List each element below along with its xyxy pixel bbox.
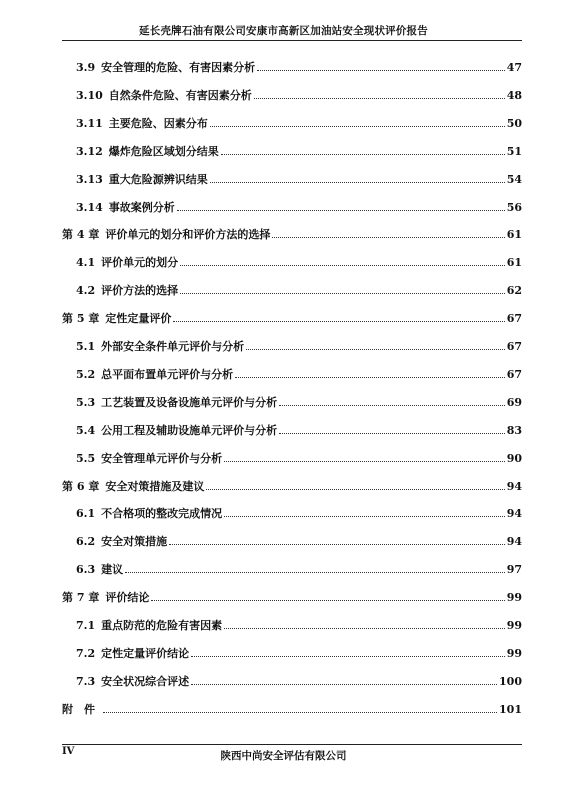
toc-dot-leader bbox=[254, 98, 505, 99]
toc-dot-leader bbox=[272, 237, 504, 238]
toc-dot-leader bbox=[224, 461, 505, 462]
toc-entry-page: 62 bbox=[506, 284, 522, 297]
toc-entry[interactable] bbox=[76, 171, 522, 187]
toc-entry-page: 67 bbox=[506, 312, 522, 325]
toc-entry-title: 不合格项的整改完成情况 bbox=[101, 507, 223, 520]
toc-entry[interactable] bbox=[76, 394, 522, 410]
toc-entry-page: 54 bbox=[506, 173, 522, 186]
toc-entry-number: 第 4 章 bbox=[62, 228, 100, 241]
toc-entry[interactable] bbox=[76, 254, 522, 270]
toc-entry-number: 5.1 bbox=[76, 340, 96, 353]
toc-entry-title: 安全对策措施及建议 bbox=[105, 480, 205, 493]
toc-dot-leader bbox=[224, 628, 505, 629]
toc-dot-leader bbox=[177, 210, 505, 211]
toc-dot-leader bbox=[221, 154, 505, 155]
toc-entry-page: 99 bbox=[506, 647, 522, 660]
toc-entry-title: 总平面布置单元评价与分析 bbox=[101, 368, 234, 381]
toc-entry-number: 5.3 bbox=[76, 396, 96, 409]
toc-entry-number: 4.2 bbox=[76, 284, 96, 297]
toc-entry-number: 7.2 bbox=[76, 647, 96, 660]
toc-entry[interactable] bbox=[76, 366, 522, 382]
toc-dot-leader bbox=[169, 544, 505, 545]
toc-entry-page: 101 bbox=[499, 703, 522, 716]
toc-entry-title: 事故案例分析 bbox=[108, 201, 175, 214]
toc-entry-page: 69 bbox=[506, 396, 522, 409]
toc-entry-page: 83 bbox=[506, 424, 522, 437]
toc-entry-number: 3.9 bbox=[76, 61, 96, 74]
toc-entry-page: 94 bbox=[506, 480, 522, 493]
toc-entry-title: 重点防范的危险有害因素 bbox=[101, 619, 223, 632]
toc-entry[interactable] bbox=[76, 505, 522, 521]
toc-entry-number: 7.1 bbox=[76, 619, 96, 632]
toc-entry-number: 4.1 bbox=[76, 256, 96, 269]
footer-page-number: IV bbox=[62, 746, 75, 757]
toc-entry-page: 67 bbox=[506, 340, 522, 353]
toc-entry[interactable] bbox=[76, 561, 522, 577]
toc-entry[interactable] bbox=[76, 338, 522, 354]
toc-entry-number: 3.13 bbox=[76, 173, 103, 186]
toc-entry-number: 3.10 bbox=[76, 89, 103, 102]
toc-entry-number: 6.2 bbox=[76, 535, 96, 548]
toc-entry-page: 50 bbox=[506, 117, 522, 130]
toc-entry-title: 安全状况综合评述 bbox=[101, 675, 190, 688]
toc-entry-title: 安全管理的危险、有害因素分析 bbox=[101, 61, 256, 74]
toc-entry-page: 61 bbox=[506, 228, 522, 241]
toc-dot-leader bbox=[125, 572, 505, 573]
toc-entry-page: 99 bbox=[506, 591, 522, 604]
toc-dot-leader bbox=[191, 684, 497, 685]
toc-entry[interactable] bbox=[76, 282, 522, 298]
toc-entry-number: 3.12 bbox=[76, 145, 103, 158]
toc-entry-title: 工艺装置及设备设施单元评价与分析 bbox=[101, 396, 278, 409]
toc-entry-number: 第 5 章 bbox=[62, 312, 100, 325]
toc-entry-page: 97 bbox=[506, 563, 522, 576]
footer-company: 陕西中尚安全评估有限公司 bbox=[220, 750, 347, 762]
toc-entry[interactable] bbox=[62, 226, 522, 242]
toc-entry-title: 定性定量评价结论 bbox=[101, 647, 190, 660]
toc-entry-page: 99 bbox=[506, 619, 522, 632]
toc-entry[interactable] bbox=[76, 617, 522, 633]
toc-dot-leader bbox=[173, 321, 504, 322]
header-title: 延长壳牌石油有限公司安康市高新区加油站安全现状评价报告 bbox=[139, 25, 428, 37]
toc-entry[interactable] bbox=[76, 87, 522, 103]
toc-entry[interactable] bbox=[76, 199, 522, 215]
toc-dot-leader bbox=[279, 433, 505, 434]
toc-dot-leader bbox=[235, 377, 505, 378]
toc-entry-number: 6.3 bbox=[76, 563, 96, 576]
toc-entry-number: 3.11 bbox=[76, 117, 103, 130]
toc-dot-leader bbox=[151, 600, 504, 601]
toc-dot-leader bbox=[180, 293, 505, 294]
toc-entry-title: 评价单元的划分和评价方法的选择 bbox=[105, 228, 271, 241]
toc-dot-leader bbox=[103, 712, 497, 713]
toc-entry-page: 94 bbox=[506, 535, 522, 548]
toc-entry[interactable] bbox=[76, 645, 522, 661]
toc-entry[interactable] bbox=[76, 533, 522, 549]
toc-entry-page: 48 bbox=[506, 89, 522, 102]
toc-entry[interactable] bbox=[62, 310, 522, 326]
toc-entry[interactable] bbox=[62, 478, 522, 494]
toc-entry-title: 外部安全条件单元评价与分析 bbox=[101, 340, 245, 353]
toc-entry-title: 公用工程及辅助设施单元评价与分析 bbox=[101, 424, 278, 437]
toc-entry-page: 94 bbox=[506, 507, 522, 520]
toc-entry-page: 47 bbox=[506, 61, 522, 74]
toc-entry[interactable] bbox=[76, 59, 522, 75]
toc-entry[interactable] bbox=[62, 589, 522, 605]
toc-entry-title: 重大危险源辨识结果 bbox=[108, 173, 208, 186]
toc-entry-number: 第 6 章 bbox=[62, 480, 100, 493]
toc-dot-leader bbox=[210, 182, 505, 183]
toc-entry-number: 5.4 bbox=[76, 424, 96, 437]
toc-entry-page: 61 bbox=[506, 256, 522, 269]
toc-entry-title: 评价结论 bbox=[105, 591, 150, 604]
toc-entry-page: 51 bbox=[506, 145, 522, 158]
toc-entry-title: 评价单元的划分 bbox=[101, 256, 179, 269]
toc-entry-title: 自然条件危险、有害因素分析 bbox=[108, 89, 252, 102]
toc-dot-leader bbox=[191, 656, 505, 657]
toc-entry-title: 定性定量评价 bbox=[105, 312, 172, 325]
toc-dot-leader bbox=[257, 70, 505, 71]
toc-entry[interactable] bbox=[76, 450, 522, 466]
toc-entry-page: 56 bbox=[506, 201, 522, 214]
toc-dot-leader bbox=[279, 405, 505, 406]
toc-entry-title: 安全管理单元评价与分析 bbox=[101, 452, 223, 465]
toc-entry[interactable] bbox=[76, 673, 522, 689]
toc-dot-leader bbox=[224, 516, 505, 517]
toc-entry-number: 5.2 bbox=[76, 368, 96, 381]
toc-entry-number: 5.5 bbox=[76, 452, 96, 465]
toc-entry-page: 100 bbox=[499, 675, 522, 688]
toc-entry-number: 6.1 bbox=[76, 507, 96, 520]
footer-divider bbox=[62, 744, 522, 745]
toc-dot-leader bbox=[180, 265, 505, 266]
toc-entry[interactable] bbox=[76, 115, 522, 131]
toc-entry-title: 安全对策措施 bbox=[101, 535, 168, 548]
toc-entry-number: 第 7 章 bbox=[62, 591, 100, 604]
toc-entry[interactable] bbox=[76, 143, 522, 159]
toc-entry-number: 附 件 bbox=[62, 703, 95, 716]
toc-dot-leader bbox=[210, 126, 505, 127]
header-divider bbox=[62, 40, 522, 41]
toc-entry-number: 7.3 bbox=[76, 675, 96, 688]
toc-dot-leader bbox=[246, 349, 505, 350]
toc-entry[interactable] bbox=[62, 701, 522, 717]
toc-entry[interactable] bbox=[76, 422, 522, 438]
toc-entry-title: 主要危险、因素分布 bbox=[108, 117, 208, 130]
toc-entry-page: 67 bbox=[506, 368, 522, 381]
toc-entry-number: 3.14 bbox=[76, 201, 103, 214]
toc-entry-page: 90 bbox=[506, 452, 522, 465]
toc-entry-title: 爆炸危险区域划分结果 bbox=[108, 145, 219, 158]
toc-entry-title: 建议 bbox=[101, 563, 124, 576]
toc-dot-leader bbox=[206, 489, 504, 490]
toc-entry-title: 评价方法的选择 bbox=[101, 284, 179, 297]
